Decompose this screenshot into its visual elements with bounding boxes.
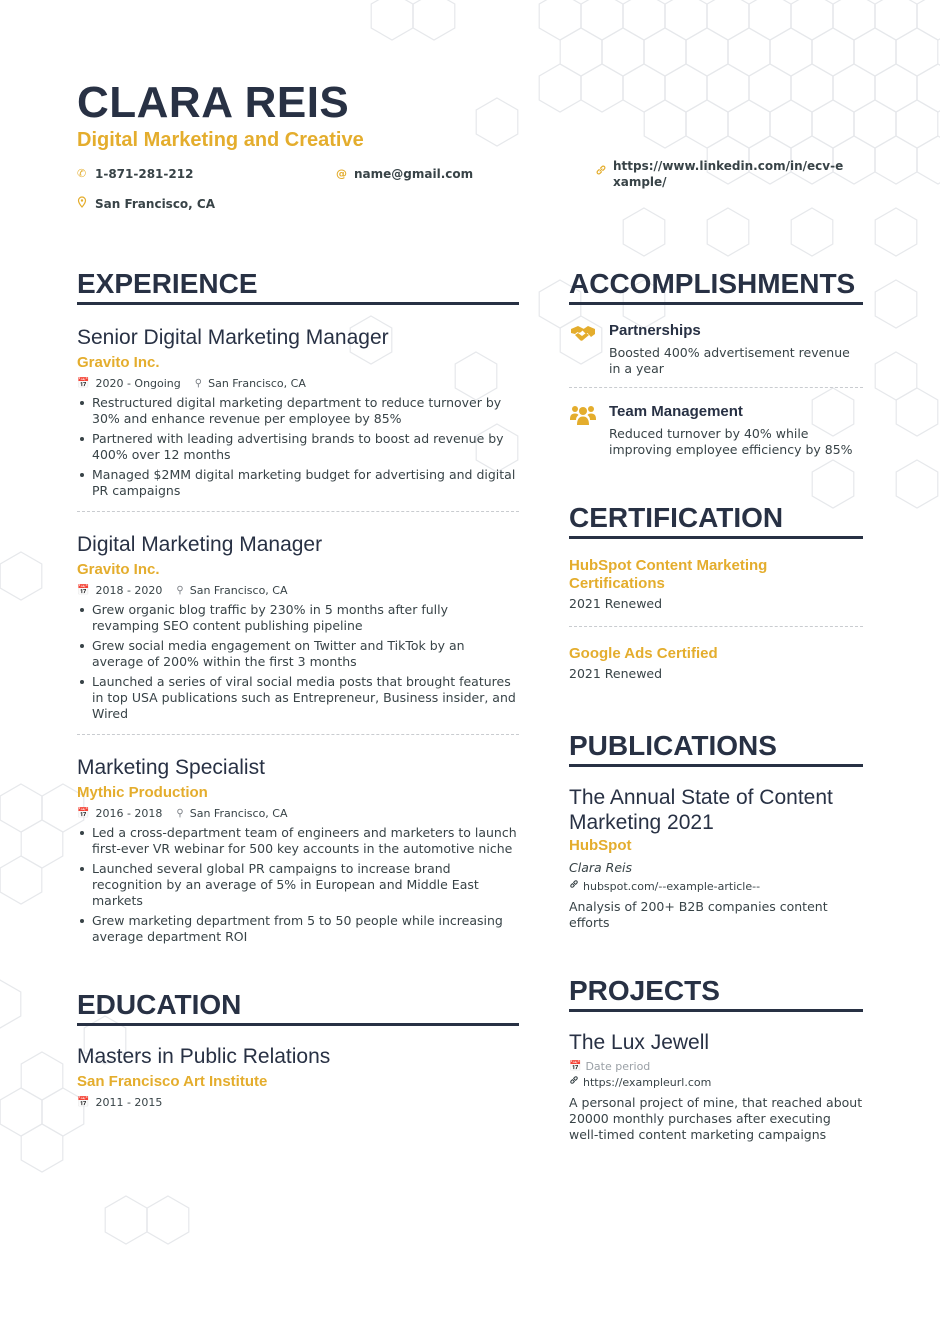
right-column <box>569 268 863 1143</box>
publication-author: Clara Reis <box>569 860 632 875</box>
bullet: Led a cross-department team of engineers and marketers to launch first-ever VR webinar for 500 key accounts in the automotive niche <box>77 825 519 857</box>
location-text: San Francisco, CA <box>95 197 216 211</box>
bullet: Grew marketing department from 5 to 50 people while increasing average department ROI <box>77 913 519 945</box>
job-dates: 2018 - 2020 <box>95 584 163 597</box>
bullet: Launched several global PR campaigns to increase brand recognition by an average of 5% in European and Middle East markets <box>77 861 519 909</box>
handshake-icon <box>569 321 609 349</box>
job-bullets <box>77 602 519 722</box>
certification-title: Google Ads Certified <box>569 645 718 662</box>
job-title: Digital Marketing Manager <box>77 533 323 556</box>
publication-desc: Analysis of 200+ B2B companies content efforts <box>569 899 828 930</box>
accomplishment-title: Partnerships <box>609 322 701 339</box>
linkedin-text: https://www.linkedin.com/in/ecv-example/ <box>613 159 844 189</box>
link-icon <box>595 158 613 181</box>
bullet: Grew social media engagement on Twitter and TikTok by an average of 200% within the first 3 months <box>77 638 519 670</box>
job-dates: 2020 - Ongoing <box>95 377 181 390</box>
certification-status: 2021 Renewed <box>569 666 663 681</box>
experience-item <box>77 532 519 722</box>
bullet: Launched a series of viral social media posts that brought features in top USA publications such as Entrepreneur, Business insider, and Wired <box>77 674 519 722</box>
map-pin-icon: ⚲ <box>176 585 184 596</box>
job-bullets <box>77 395 519 499</box>
education-dates: 2011 - 2015 <box>95 1096 163 1109</box>
accomplishment-desc: Reduced turnover by 40% while improving employee efficiency by 85% <box>609 426 853 457</box>
project-link-text: https://exampleurl.com <box>583 1076 712 1089</box>
calendar-icon: 📅 <box>569 1061 582 1072</box>
bullet: Managed $2MM digital marketing budget for advertising and digital PR campaigns <box>77 467 519 499</box>
job-location: San Francisco, CA <box>208 377 306 390</box>
company-name: Gravito Inc. <box>77 561 160 578</box>
job-meta <box>77 806 519 822</box>
divider <box>77 511 519 512</box>
publications-heading: PUBLICATIONS <box>569 730 863 767</box>
candidate-role: Digital Marketing and Creative <box>77 129 364 151</box>
calendar-icon: 📅 <box>77 378 90 389</box>
contact-location <box>77 196 215 213</box>
publication-item <box>569 785 863 931</box>
divider <box>77 734 519 735</box>
publication-link[interactable] <box>569 879 863 895</box>
company-name: Gravito Inc. <box>77 354 160 371</box>
certification-item <box>569 557 863 612</box>
link-icon <box>569 879 579 895</box>
calendar-icon: 📅 <box>77 585 90 596</box>
left-column <box>77 268 519 1111</box>
map-pin-icon: ⚲ <box>194 378 203 389</box>
publication-link-text: hubspot.com/--example-article-- <box>583 880 761 893</box>
experience-heading: EXPERIENCE <box>77 268 519 305</box>
job-location: San Francisco, CA <box>189 584 288 597</box>
at-icon: @ <box>336 167 347 180</box>
experience-list <box>77 325 519 945</box>
email-text: name@gmail.com <box>354 167 474 181</box>
accomplishment-item <box>569 402 863 458</box>
accomplishments-heading: ACCOMPLISHMENTS <box>569 268 863 305</box>
users-icon <box>569 402 609 430</box>
certification-title: HubSpot Content Marketing Certifications <box>569 557 768 592</box>
phone-icon: ✆ <box>77 167 87 180</box>
job-meta <box>77 376 519 392</box>
contact-phone[interactable] <box>77 166 193 182</box>
certification-item <box>569 645 863 682</box>
map-pin-icon <box>77 196 95 213</box>
bullet: Restructured digital marketing department to reduce turnover by 30% and enhance revenue per employee by 85% <box>77 395 519 427</box>
job-title: Marketing Specialist <box>77 756 265 779</box>
projects-heading: PROJECTS <box>569 975 863 1012</box>
accomplishment-desc: Boosted 400% advertisement revenue in a year <box>609 345 850 376</box>
degree: Masters in Public Relations <box>77 1045 331 1068</box>
project-date-text: Date period <box>585 1060 651 1073</box>
calendar-icon: 📅 <box>77 1097 90 1108</box>
experience-item <box>77 325 519 499</box>
education-meta <box>77 1095 519 1111</box>
candidate-name: CLARA REIS <box>77 78 350 127</box>
divider <box>569 387 863 388</box>
calendar-icon: 📅 <box>77 808 90 819</box>
publisher-name: HubSpot <box>569 837 632 854</box>
certification-status: 2021 Renewed <box>569 596 663 611</box>
education-item <box>77 1044 519 1111</box>
job-dates: 2016 - 2018 <box>95 807 163 820</box>
contact-linkedin[interactable] <box>595 158 845 190</box>
education-heading: EDUCATION <box>77 989 519 1026</box>
project-link[interactable] <box>569 1075 863 1091</box>
experience-item <box>77 755 519 945</box>
school-name: San Francisco Art Institute <box>77 1073 268 1090</box>
job-meta <box>77 583 519 599</box>
contact-email[interactable] <box>336 166 473 182</box>
project-date <box>569 1059 863 1075</box>
map-pin-icon: ⚲ <box>176 808 184 819</box>
job-bullets <box>77 825 519 945</box>
divider <box>569 626 863 627</box>
job-location: San Francisco, CA <box>189 807 288 820</box>
project-desc: A personal project of mine, that reached about 20000 monthly purchases after executing well-timed content marketing campaigns <box>569 1095 863 1142</box>
bullet: Grew organic blog traffic by 230% in 5 months after fully revamping SEO content publishing pipeline <box>77 602 519 634</box>
bullet: Partnered with leading advertising brands to boost ad revenue by 400% over 12 months <box>77 431 519 463</box>
project-name: The Lux Jewell <box>569 1031 710 1054</box>
link-icon <box>569 1075 579 1091</box>
phone-text: 1-871-281-212 <box>95 167 194 181</box>
job-title: Senior Digital Marketing Manager <box>77 326 389 349</box>
publication-title: The Annual State of Content Marketing 2021 <box>569 786 833 834</box>
company-name: Mythic Production <box>77 784 208 801</box>
project-item <box>569 1030 863 1143</box>
certification-heading: CERTIFICATION <box>569 502 863 539</box>
accomplishment-title: Team Management <box>609 403 743 420</box>
accomplishment-item <box>569 321 863 377</box>
